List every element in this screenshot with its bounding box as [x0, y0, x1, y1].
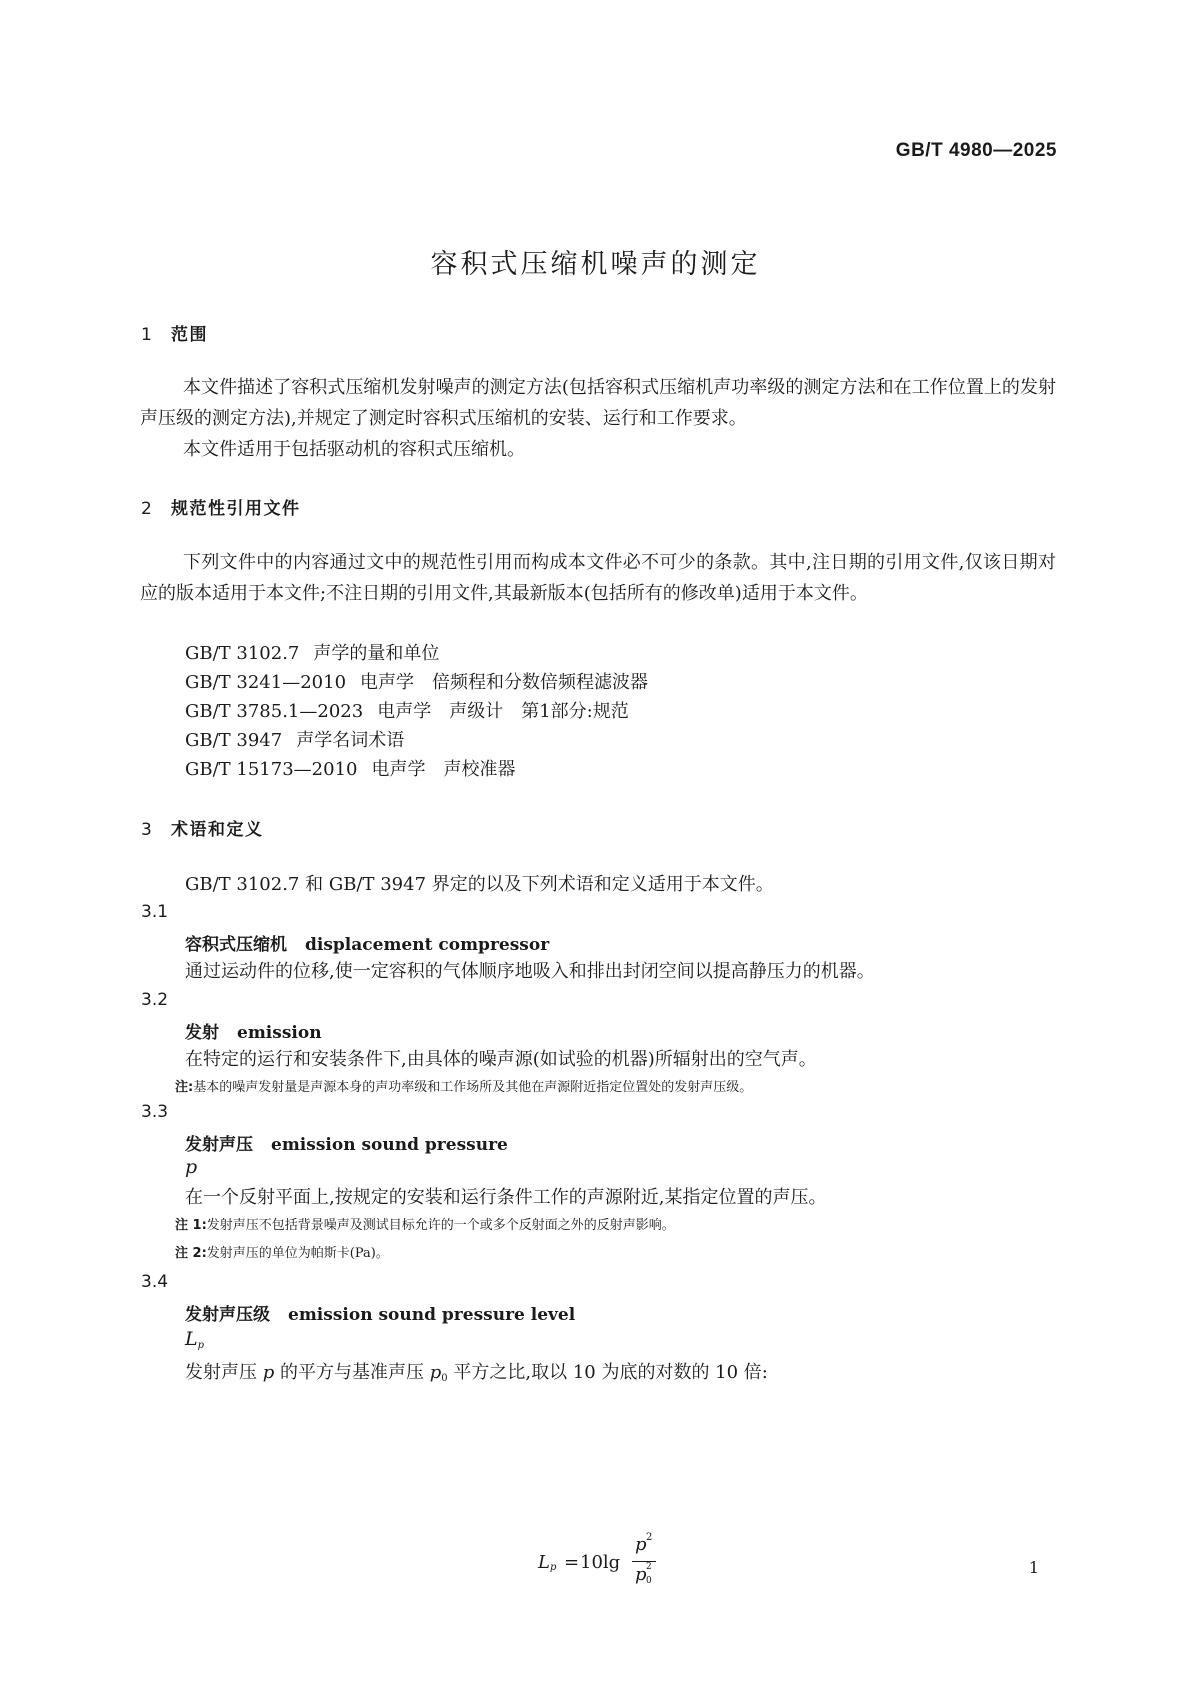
- term-note: [175, 1242, 389, 1261]
- note-text: 发射声压的单位为帕斯卡(Pa)。: [206, 1246, 389, 1261]
- reference-item: [185, 697, 629, 723]
- reference-title: 电声学 声校准器: [371, 759, 516, 780]
- section-title: 范围: [171, 325, 208, 345]
- note-text: 基本的噪声发射量是声源本身的声功率级和工作场所及其他在声源附近指定位置处的发射声压级。: [193, 1080, 753, 1095]
- reference-code: GB/T 3241—2010: [185, 672, 347, 693]
- term-zh: 发射: [185, 1023, 219, 1043]
- formula-equals: =: [564, 1552, 580, 1573]
- term-en: emission: [237, 1023, 322, 1043]
- term-number: 3.1: [141, 902, 169, 922]
- fraction-bar: [632, 1561, 656, 1562]
- term-en: emission sound pressure: [271, 1135, 508, 1155]
- term-definition: 通过运动件的位移,使一定容积的气体顺序地吸入和排出封闭空间以提高静压力的机器。: [185, 961, 875, 982]
- term-definition: 在特定的运行和安装条件下,由具体的噪声源(如试验的机器)所辐射出的空气声。: [185, 1049, 817, 1070]
- reference-code: GB/T 3102.7: [185, 643, 300, 664]
- term-number: 3.2: [141, 990, 169, 1010]
- section-1-heading: [141, 320, 208, 345]
- term-symbol: $L_p$: [185, 1328, 205, 1351]
- formula-denominator-sub: 0: [646, 1576, 652, 1586]
- reference-title: 声学名词术语: [296, 730, 405, 751]
- term-title: [185, 1300, 575, 1325]
- reference-item: [185, 755, 515, 781]
- reference-item: [185, 726, 404, 752]
- formula-denominator-sup: 2: [646, 1562, 652, 1572]
- section-number: 2: [141, 499, 154, 519]
- formula-denominator: p: [635, 1564, 647, 1585]
- term-note: [175, 1076, 752, 1095]
- note-text: 发射声压不包括背景噪声及测试目标允许的一个或多个反射面之外的反射声影响。: [206, 1218, 675, 1233]
- term-zh: 发射声压: [185, 1135, 253, 1155]
- symbol-p: p: [262, 1362, 275, 1383]
- section-number: 3: [141, 820, 154, 840]
- reference-title: 电声学 声级计 第1部分:规范: [377, 701, 629, 722]
- section-3-paragraph: GB/T 3102.7 和 GB/T 3947 界定的以及下列术语和定义适用于本文件。: [185, 874, 774, 895]
- page-number: 1: [1028, 1558, 1039, 1577]
- term-definition: 在一个反射平面上,按规定的安装和运行条件工作的声源附近,某指定位置的声压。: [185, 1187, 827, 1208]
- formula: [538, 1532, 698, 1592]
- term-number: 3.4: [141, 1272, 169, 1292]
- section-number: 1: [141, 325, 154, 345]
- formula-numerator: p: [635, 1534, 647, 1555]
- term-zh: 发射声压级: [185, 1305, 270, 1325]
- formula-coefficient: 10lg: [580, 1552, 621, 1573]
- section-3-heading: [141, 815, 264, 840]
- section-1-paragraph-1: 本文件描述了容积式压缩机发射噪声的测定方法(包括容积式压缩机声功率级的测定方法和在工作位置上的发射声压级的测定方法),并规定了测定时容积式压缩机的安装、运行和工作要求。: [140, 377, 1056, 429]
- reference-code: GB/T 3947: [185, 730, 283, 751]
- reference-code: GB/T 3785.1—2023: [185, 701, 364, 722]
- standard-number: GB/T 4980—2025: [895, 140, 1057, 161]
- note-label: 注:: [175, 1080, 194, 1095]
- note-label: 注 1:: [175, 1218, 207, 1233]
- section-title: 术语和定义: [171, 820, 264, 840]
- section-title: 规范性引用文件: [171, 499, 301, 519]
- section-2-paragraph: 下列文件中的内容通过文中的规范性引用而构成本文件必不可少的条款。其中,注日期的引用文件,仅该日期对应的版本适用于本文件;不注日期的引用文件,其最新版本(包括所有的修改单)适用于本文件。: [140, 552, 1056, 604]
- reference-title: 电声学 倍频程和分数倍频程滤波器: [360, 672, 649, 693]
- term-symbol: p: [185, 1156, 198, 1178]
- term-en: displacement compressor: [305, 935, 550, 955]
- term-title: [185, 1130, 508, 1155]
- reference-title: 声学的量和单位: [313, 643, 440, 664]
- symbol-subscript: p: [197, 1340, 205, 1351]
- term-title: [185, 930, 549, 955]
- note-label: 注 2:: [175, 1246, 207, 1261]
- term-number: 3.3: [141, 1102, 169, 1122]
- symbol-p0: p: [429, 1362, 442, 1383]
- formula-lhs: L: [538, 1552, 550, 1573]
- term-definition: 发射声压 p 的平方与基准声压 $p_0$ 平方之比,取以 10 为底的对数的 10 倍:: [185, 1362, 768, 1384]
- symbol-subscript: 0: [441, 1373, 448, 1384]
- term-zh: 容积式压缩机: [185, 935, 287, 955]
- term-en: emission sound pressure level: [288, 1305, 576, 1325]
- reference-item: [185, 668, 648, 694]
- reference-item: [185, 639, 439, 665]
- formula-numerator-sup: 2: [646, 1532, 653, 1543]
- document-title: 容积式压缩机噪声的测定: [430, 249, 761, 280]
- reference-code: GB/T 15173—2010: [185, 759, 358, 780]
- term-title: [185, 1018, 322, 1043]
- term-note: [175, 1214, 675, 1233]
- formula-lhs-subscript: p: [550, 1562, 557, 1573]
- section-1-paragraph-2: 本文件适用于包括驱动机的容积式压缩机。: [183, 439, 525, 460]
- section-2-heading: [141, 494, 301, 519]
